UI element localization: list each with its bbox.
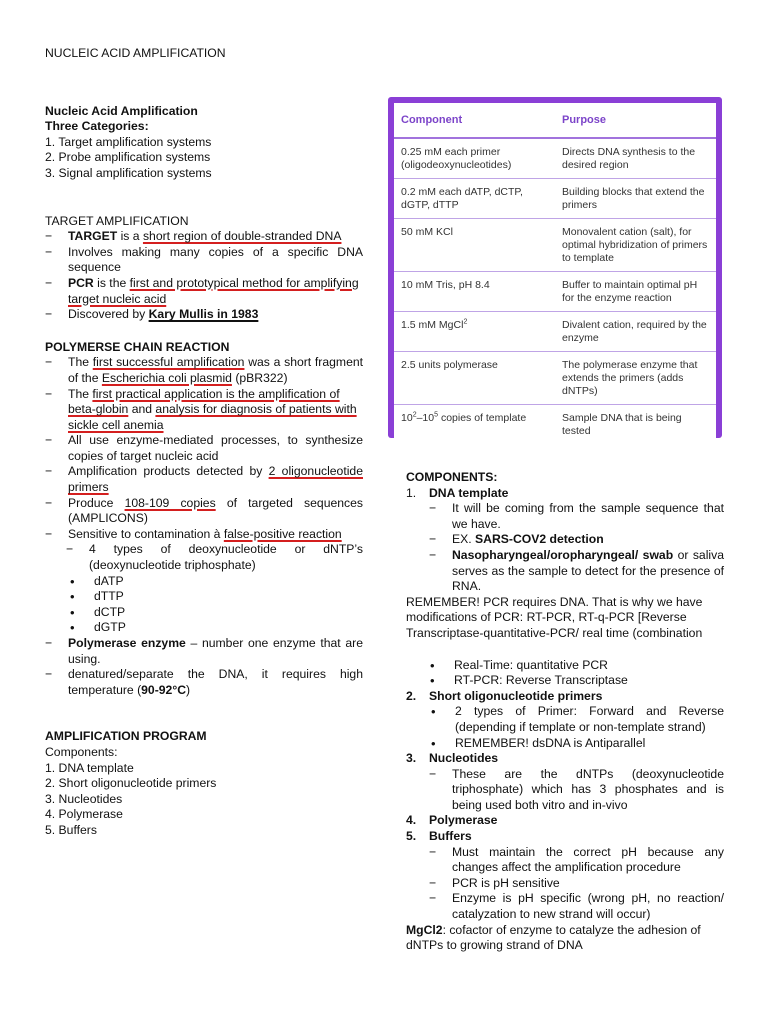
list-item: • dTTP (68, 589, 363, 605)
list-item: − Polymerase enzyme – number one enzyme that are using. (45, 636, 363, 667)
rt-list (428, 658, 724, 689)
sublist (429, 704, 724, 751)
component-item: 5. Buffers − Must maintain the correct pH because any changes affect the amplification procedure − PCR is pH sensitive − Enzyme is pH specific (wrong pH, no reaction/ catalyzation to new strand will occur) (406, 829, 724, 923)
list-item: − Produce 108-109 copies of targeted sequences (AMPLICONS) (45, 496, 363, 527)
list-item: − TARGET is a short region of double-stranded DNA (45, 229, 363, 245)
list-item: − Sensitive to contamination à false-positive reaction − 4 types of deoxynucleotide or dNTP’s (deoxynucleotide triphosphate) • dATP • dTTP • dCTP • dGTP (45, 527, 363, 636)
dntp-list (68, 574, 363, 636)
program-item: 1. DNA template (45, 760, 134, 775)
mgcl2-note: MgCl2: cofactor of enzyme to catalyze the adhesion of dNTPs to growing strand of DNA (406, 922, 701, 953)
pcr-components-table (394, 103, 716, 444)
target-heading: TARGET AMPLIFICATION (45, 213, 189, 228)
list-item: • REMEMBER! dsDNA is Antiparallel (429, 736, 724, 752)
list-item: • Real-Time: quantitative PCR (428, 658, 724, 674)
category-item: 3. Signal amplification systems (45, 165, 212, 180)
list-item: • RT-PCR: Reverse Transcriptase (428, 673, 724, 689)
list-item: − Nasopharyngeal/oropharyngeal/ swab or saliva serves as the sample to detect for the presence of RNA. (429, 548, 724, 595)
program-item: 2. Short oligonucleotide primers (45, 776, 217, 791)
right-column (406, 470, 724, 954)
list-item: − Amplification products detected by 2 oligonucleotide primers (45, 464, 363, 495)
sublist (429, 767, 724, 814)
component-item: 3. Nucleotides − These are the dNTPs (deoxynucleotide triphosphate) which has 3 phosphates and is being used both vitro and in-vivo (406, 751, 724, 813)
table-row (394, 312, 716, 352)
table-cell: Sample DNA that is being tested (562, 412, 682, 437)
table-cell: $10^2-10^5$ copies of template (401, 411, 527, 424)
category-item: 1. Target amplification systems (45, 134, 212, 149)
list-item: − These are the dNTPs (deoxynucleotide triphosphate) which has 3 phosphates and is being used both vitro and in-vivo (429, 767, 724, 814)
list-item: − Involves making many copies of a specific DNA sequence (45, 245, 363, 276)
table-header: Component (394, 103, 555, 138)
table-cell: 2.5 units polymerase (394, 352, 555, 405)
table-header: Purpose (555, 103, 716, 138)
remember-note: REMEMBER! PCR requires DNA. That is why we have modifications of PCR: RT-PCR, RT-q-PCR [Reverse Transcriptase-quantitative-PCR/ real time (combination (406, 594, 703, 640)
components-list-cont (406, 689, 724, 923)
table-cell: Monovalent cation (salt), for optimal hybridization of primers to template (555, 219, 716, 272)
program-item: 5. Buffers (45, 822, 97, 837)
pcr-components-table-figure (388, 97, 722, 438)
sublist (429, 501, 724, 595)
list-item: − Discovered by Kary Mullis in 1983 (45, 307, 363, 323)
pcr-list (45, 355, 363, 698)
left-column (45, 46, 363, 839)
pcr-heading: POLYMERSE CHAIN REACTION (45, 339, 230, 354)
table-cell: 10 mM Tris, pH 8.4 (394, 272, 555, 312)
table-row (394, 352, 716, 405)
sublist (429, 845, 724, 923)
list-item: − All use enzyme-mediated processes, to synthesize copies of target nucleic acid (45, 433, 363, 464)
intro-heading: Nucleic Acid Amplification (45, 103, 198, 118)
list-item: • dGTP (68, 620, 363, 636)
component-item: 1. DNA template − It will be coming from the sample sequence that we have. − EX. SARS-COV2 detection − Nasopharyngeal/oropharyngeal/ swab or saliva serves as the sample to detect for the presence of RNA. (406, 486, 724, 595)
table-cell: 0.2 mM each dATP, dCTP, dGTP, dTTP (394, 179, 555, 219)
table-cell: Buffer to maintain optimal pH for the enzyme reaction (555, 272, 716, 312)
dntp-sublist (66, 542, 363, 573)
category-item: 2. Probe amplification systems (45, 150, 211, 165)
table-cell: 0.25 mM each primer (oligodeoxynucleotides) (394, 138, 555, 179)
list-item: − The first successful amplification was a short fragment of the Escherichia coli plasmid (pBR322) (45, 355, 363, 386)
list-item: − Enzyme is pH specific (wrong pH, no reaction/ catalyzation to new strand will occur) (429, 891, 724, 922)
component-item: 4. Polymerase (406, 813, 498, 828)
table-row (394, 179, 716, 219)
components-list (406, 486, 724, 595)
table-row (394, 405, 716, 445)
program-heading: AMPLIFICATION PROGRAM (45, 729, 207, 744)
list-item: − PCR is pH sensitive (429, 876, 724, 892)
list-item: − 4 types of deoxynucleotide or dNTP’s (deoxynucleotide triphosphate) (66, 542, 363, 573)
list-item: • 2 types of Primer: Forward and Reverse (depending if template or non-template strand) (429, 704, 724, 735)
component-item: 2. Short oligonucleotide primers • 2 types of Primer: Forward and Reverse (depending if template or non-template strand) • REMEMBER! dsDNA is Antiparallel (406, 689, 724, 751)
list-item: − Must maintain the correct pH because any changes affect the amplification procedure (429, 845, 724, 876)
table-header-row (394, 103, 716, 138)
program-label: Components: (45, 744, 118, 759)
table-row (394, 138, 716, 179)
components-heading: COMPONENTS: (406, 470, 498, 484)
program-item: 4. Polymerase (45, 807, 123, 822)
list-item: − EX. SARS-COV2 detection (429, 532, 724, 548)
table-cell: 1.5 mM MgCl$^2$ (394, 312, 555, 352)
table-cell: Divalent cation, required by the enzyme (555, 312, 716, 352)
table-row (394, 272, 716, 312)
list-item: • dATP (68, 574, 363, 590)
list-item: • dCTP (68, 605, 363, 621)
table-cell: The polymerase enzyme that extends the primers (adds dNTPs) (555, 352, 716, 405)
intro-subheading: Three Categories: (45, 119, 149, 134)
table-cell: 50 mM KCl (394, 219, 555, 272)
list-item: − PCR is the first and prototypical method for amplifying target nucleic acid (45, 276, 363, 307)
table-cell: Directs DNA synthesis to the desired region (555, 138, 716, 179)
list-item: − It will be coming from the sample sequence that we have. (429, 501, 724, 532)
target-list (45, 229, 363, 323)
list-item: − denatured/separate the DNA, it requires high temperature (90-92°C) (45, 667, 363, 698)
table-row (394, 219, 716, 272)
list-item: − The first practical application is the amplification of beta-globin and analysis for diagnosis of patients with sickle cell anemia (45, 387, 363, 434)
page-title: NUCLEIC ACID AMPLIFICATION (45, 46, 226, 60)
table-cell: Building blocks that extend the primers (555, 179, 716, 219)
program-item: 3. Nucleotides (45, 791, 123, 806)
